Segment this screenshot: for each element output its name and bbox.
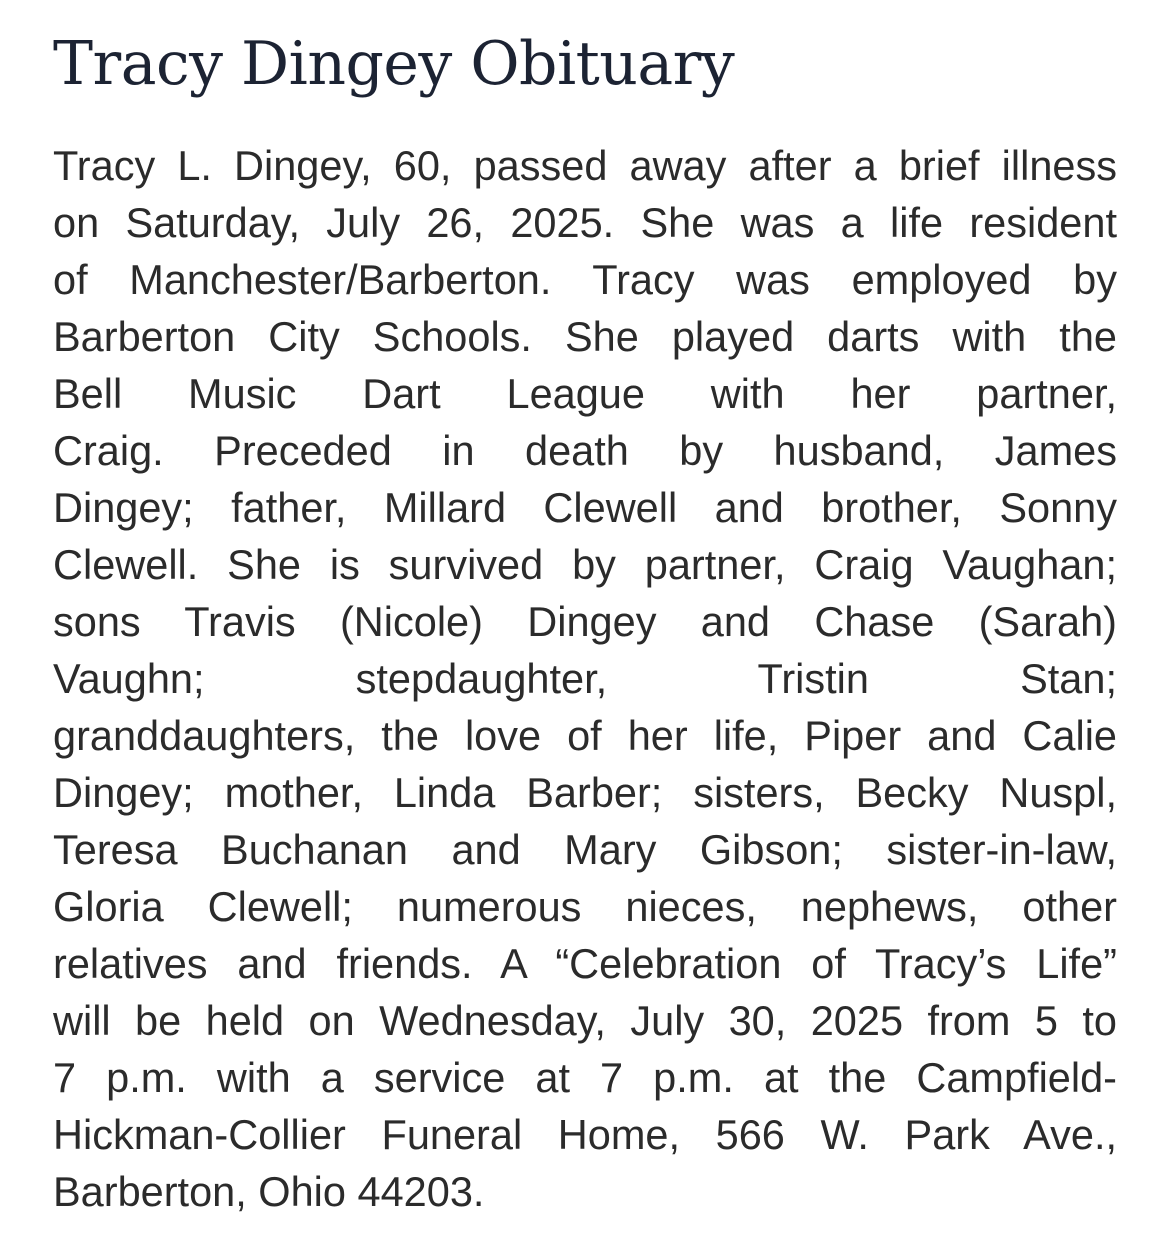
body-line: Dingey; father, Millard Clewell and brother, Sonny bbox=[53, 484, 1117, 531]
body-line: of Manchester/Barberton. Tracy was employed by bbox=[53, 256, 1117, 303]
page-title: Tracy Dingey Obituary bbox=[53, 29, 735, 99]
obituary-body bbox=[53, 137, 1117, 1220]
body-line: granddaughters, the love of her life, Piper and Calie bbox=[53, 712, 1117, 759]
body-line: Teresa Buchanan and Mary Gibson; sister-in-law, bbox=[53, 826, 1117, 873]
body-line: Craig. Preceded in death by husband, James bbox=[53, 427, 1117, 474]
body-line: Barberton, Ohio 44203. bbox=[53, 1168, 485, 1215]
body-line: Clewell. She is survived by partner, Craig Vaughan; bbox=[53, 541, 1117, 588]
body-line: will be held on Wednesday, July 30, 2025 from 5 to bbox=[53, 997, 1117, 1044]
body-line: Tracy L. Dingey, 60, passed away after a brief illness bbox=[53, 142, 1117, 189]
body-line: 7 p.m. with a service at 7 p.m. at the Campfield- bbox=[53, 1054, 1117, 1101]
body-line: Dingey; mother, Linda Barber; sisters, Becky Nuspl, bbox=[53, 769, 1117, 816]
obituary-article bbox=[53, 24, 1117, 1220]
body-line: Vaughn; stepdaughter, Tristin Stan; bbox=[53, 655, 1117, 702]
body-line: sons Travis (Nicole) Dingey and Chase (Sarah) bbox=[53, 598, 1117, 645]
body-line: on Saturday, July 26, 2025. She was a life resident bbox=[53, 199, 1117, 246]
body-line: Gloria Clewell; numerous nieces, nephews, other bbox=[53, 883, 1117, 930]
body-line: Barberton City Schools. She played darts with the bbox=[53, 313, 1117, 360]
body-line: relatives and friends. A “Celebration of Tracy’s Life” bbox=[53, 940, 1117, 987]
body-line: Bell Music Dart League with her partner, bbox=[53, 370, 1117, 417]
body-line: Hickman-Collier Funeral Home, 566 W. Park Ave., bbox=[53, 1111, 1117, 1158]
